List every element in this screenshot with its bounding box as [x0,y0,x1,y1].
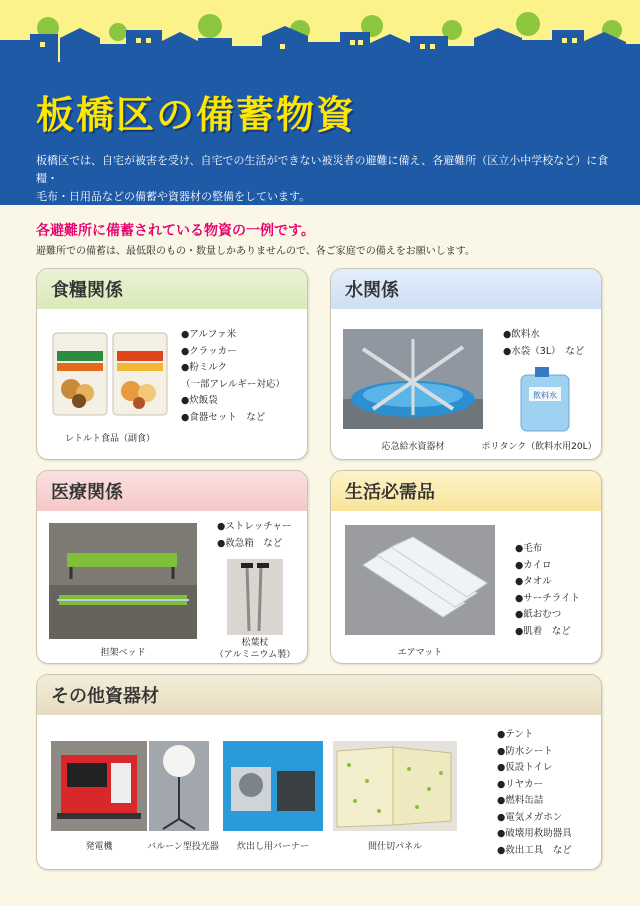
daily-item-underwear: ●肌着 など [515,625,571,637]
burner-image [223,741,323,831]
stretcher-bed-caption: 担架ベッド [100,648,146,658]
medical-item-stretcher: ●ストレッチャー [217,521,292,532]
balloon-light-image [149,741,209,831]
food-section [36,268,308,460]
food-item-alpha-rice: ●アルファ米 [181,329,237,340]
daily-item-towel: ●タオル [515,576,552,587]
food-item-powdered-milk: ●粉ミルク [181,362,228,373]
other-item-extraction-tools: ●救出工具 など [497,844,572,856]
other-equipment-section-title: その他資器材 [37,675,601,715]
daily-item-diapers: ●紙おむつ [515,609,562,620]
crutches-caption-material: （アルミニウム製） [214,650,296,660]
food-item-rice-bag: ●炊飯袋 [181,395,218,406]
water-section [330,268,602,460]
water-item-drinking-water: ●飲料水 [503,329,540,340]
daily-item-heat-pack: ●カイロ [515,559,552,571]
water-supply-equipment-image [343,329,483,429]
other-item-megaphone: ●電気メガホン [497,811,563,823]
food-item-tableware: ●食器セット など [181,411,266,423]
intro-text [36,152,616,205]
daily-item-blanket: ●毛布 [515,543,543,554]
tank-label: 飲料水 [533,391,557,400]
intro-line-1: 板橋区では、自宅が被害を受け、自宅での生活ができない被災者の避難に備え、各避難所（区立小中学校など）に食糧・ [36,154,609,185]
water-item-water-bag: ●水袋（3L） など [503,345,585,357]
other-item-rear-cart: ●リヤカー [497,778,544,790]
daily-item-list [515,541,580,640]
other-item-tent: ●テント [497,729,534,740]
crutches-caption-name: 松葉杖 [241,638,269,648]
air-mat-image [345,525,495,635]
page-title: 板橋区の備蓄物資 [36,93,357,137]
poly-tank-caption: ポリタンク（飲料水用20L） [481,442,597,452]
medical-section-title: 医療関係 [37,471,307,511]
other-equipment-section [36,674,602,870]
partition-panel-caption: 間仕切パネル [367,842,422,852]
notice-heading: 各避難所に備蓄されている物資の一例です。 [36,223,315,239]
other-item-list [497,727,572,859]
medical-item-list [217,519,291,552]
balloon-light-caption: バルーン型投光器 [147,842,219,852]
intro-line-2: 毛布・日用品などの備蓄や資器材の整備をしています。 [36,190,311,203]
food-item-allergy-note: （一部アレルギー対応） [181,378,285,390]
crutches-image [227,559,283,635]
daily-necessities-section-title: 生活必需品 [331,471,601,511]
header-banner [0,0,640,205]
other-item-fuel-cans: ●燃料缶詰 [497,795,544,806]
retort-food-image [51,331,169,417]
air-mat-caption: エアマット [397,648,443,658]
other-item-temporary-toilet: ●仮設トイレ [497,762,553,773]
retort-food-caption: レトルト食品（副食） [64,434,155,444]
daily-item-searchlight: ●サーチライト [515,592,581,604]
food-item-list [181,327,285,426]
generator-caption: 発電機 [85,842,113,852]
burner-caption: 炊出し用バーナー [236,842,309,852]
partition-panel-image [333,741,457,831]
food-section-title: 食糧関係 [37,269,307,309]
water-equipment-caption: 応急給水資器材 [381,442,445,452]
generator-image [51,741,147,831]
other-item-rescue-tools: ●破壊用救助器具 [497,828,572,839]
medical-section [36,470,308,664]
stretcher-bed-image [49,523,197,639]
medical-item-first-aid-kit: ●救急箱 など [217,537,283,549]
food-item-crackers: ●クラッカー [181,345,237,357]
daily-necessities-section [330,470,602,664]
notice-note: 避難所での備蓄は、最低限のもの・数量しかありませんので、各ご家庭での備えをお願いします。 [36,246,475,257]
skyline-illustration [0,0,640,62]
water-section-title: 水関係 [331,269,601,309]
crutches-caption [209,637,301,661]
poly-tank-image [515,365,575,435]
water-item-list [503,327,584,360]
other-item-waterproof-sheet: ●防水シート [497,745,553,757]
